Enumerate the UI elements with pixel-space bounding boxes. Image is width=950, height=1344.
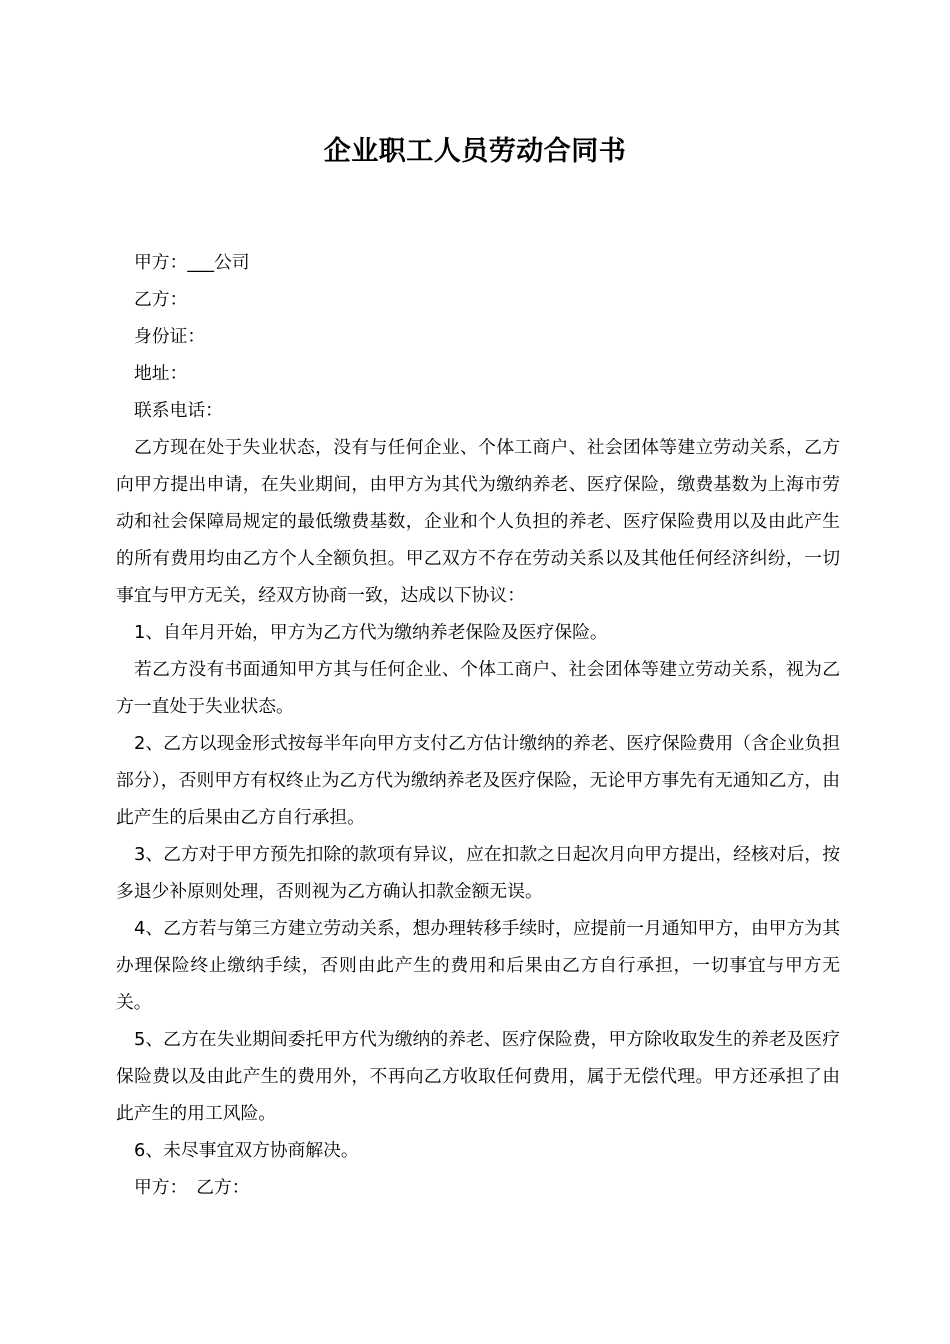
intro-paragraph: 乙方现在处于失业状态，没有与任何企业、个体工商户、社会团体等建立劳动关系，乙方向甲方提出申请，在失业期间，由甲方为其代为缴纳养老、医疗保险，缴费基数为上海市劳动和社会保障局规定的最低缴费基数，企业和个人负担的养老、医疗保险费用以及由此产生的所有费用均由乙方个人全额负担。甲乙双方不存在劳动关系以及其他任何经济纠纷，一切事宜与甲方无关，经双方协商一致，达成以下协议： [116, 437, 840, 606]
document-title: 企业职工人员劳动合同书 [323, 136, 627, 167]
clause-2: 2、乙方以现金形式按每半年向甲方支付乙方估计缴纳的养老、医疗保险费用（含企业负担部分），否则甲方有权终止为乙方代为缴纳养老及医疗保险，无论甲方事先有无通知乙方，由此产生的后果由乙方自行承担。 [116, 733, 840, 828]
party-a-field: 甲方：___公司 [134, 252, 250, 273]
clause-6: 6、未尽事宜双方协商解决。 [134, 1140, 359, 1161]
document-body [116, 244, 840, 1206]
signature-line: 甲方： 乙方： [134, 1177, 250, 1198]
phone-field: 联系电话： [134, 400, 223, 421]
clause-1-note: 若乙方没有书面通知甲方其与任何企业、个体工商户、社会团体等建立劳动关系，视为乙方一直处于失业状态。 [116, 659, 840, 717]
clause-3: 3、乙方对于甲方预先扣除的款项有异议，应在扣款之日起次月向甲方提出，经核对后，按多退少补原则处理，否则视为乙方确认扣款金额无误。 [116, 844, 840, 902]
party-b-field: 乙方： [134, 289, 188, 310]
clause-4: 4、乙方若与第三方建立劳动关系，想办理转移手续时，应提前一月通知甲方，由甲方为其办理保险终止缴纳手续，否则由此产生的费用和后果由乙方自行承担，一切事宜与甲方无关。 [116, 918, 840, 1013]
clause-1: 1、自年月开始，甲方为乙方代为缴纳养老保险及医疗保险。 [134, 622, 608, 643]
address-field: 地址： [134, 363, 188, 384]
clause-5: 5、乙方在失业期间委托甲方代为缴纳的养老、医疗保险费，甲方除收取发生的养老及医疗保险费以及由此产生的费用外，不再向乙方收取任何费用，属于无偿代理。甲方还承担了由此产生的用工风险。 [116, 1029, 840, 1124]
id-card-field: 身份证： [134, 326, 206, 347]
